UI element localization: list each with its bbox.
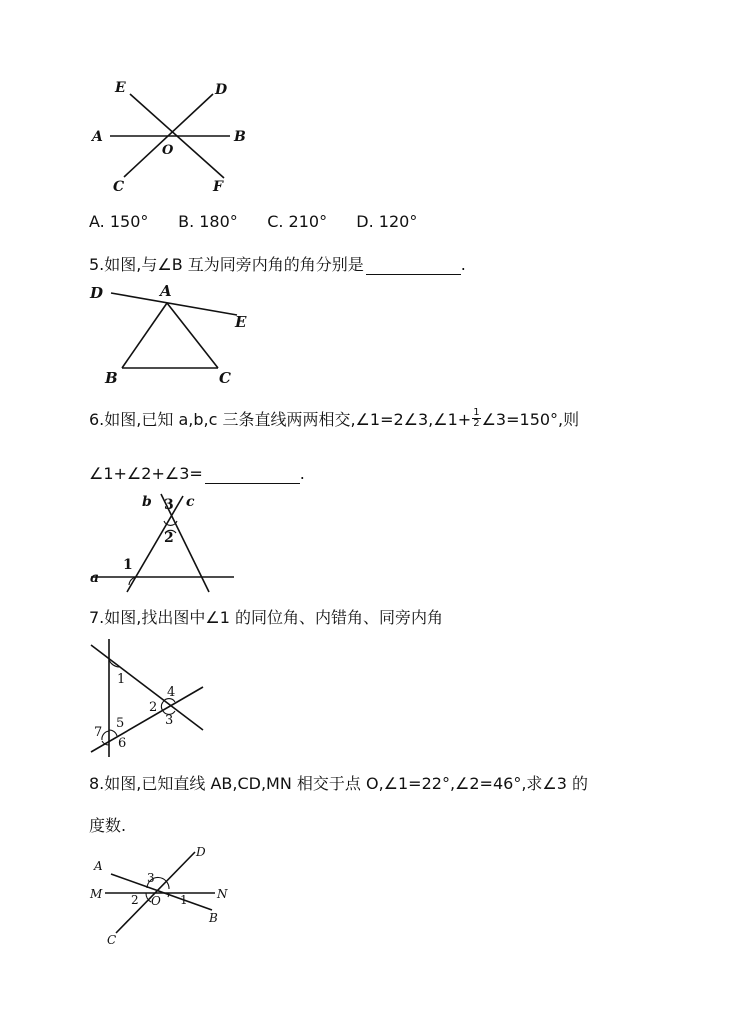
angle-1-label: 1 xyxy=(123,557,133,573)
angle-2-label: 2 xyxy=(164,530,174,546)
label-f: F xyxy=(213,179,223,195)
figure-q7 xyxy=(85,635,215,760)
option-a: A. 150° xyxy=(89,212,149,231)
label-b: B xyxy=(234,129,246,145)
figure-q5 xyxy=(85,278,265,388)
label-b: B xyxy=(105,369,118,387)
question-7 xyxy=(89,608,443,628)
frac-denominator: 2 xyxy=(473,418,480,429)
side-ab xyxy=(122,303,167,368)
label-d: D xyxy=(196,845,206,859)
q6-end: . xyxy=(299,464,305,483)
angle-6-label: 6 xyxy=(118,736,127,751)
side-ac xyxy=(167,303,218,368)
angle-1-label: 1 xyxy=(117,672,126,687)
q5-text: 5.如图,与∠B 互为同旁内角的角分别是 xyxy=(89,255,364,274)
label-m: M xyxy=(90,887,103,901)
figure-q8 xyxy=(85,840,245,950)
label-c: C xyxy=(113,179,125,195)
label-o: O xyxy=(151,894,161,908)
option-d: D. 120° xyxy=(356,212,418,231)
angle-1-label: 1 xyxy=(180,893,188,907)
angle-2-label: 2 xyxy=(149,700,158,715)
label-a: a xyxy=(90,570,100,586)
fraction-half xyxy=(472,408,480,429)
label-e: E xyxy=(235,313,247,331)
angle-7-arc xyxy=(102,731,109,740)
q5-end: . xyxy=(460,255,466,274)
label-e: E xyxy=(115,80,126,96)
angle-3-label: 3 xyxy=(147,871,155,885)
q6-text-b: ∠3=150°,则 xyxy=(481,410,580,429)
angle-7-label: 7 xyxy=(94,725,103,740)
label-o: O xyxy=(162,143,174,158)
label-a: A xyxy=(160,282,172,300)
transversal-up xyxy=(91,687,203,752)
angle-5-label: 5 xyxy=(116,716,125,731)
frac-numerator: 1 xyxy=(473,407,480,418)
answer-blank xyxy=(205,465,300,484)
angle-2-label: 2 xyxy=(131,893,139,907)
transversal-down xyxy=(91,645,203,730)
label-d: D xyxy=(90,284,104,302)
question-5 xyxy=(89,255,466,275)
angle-4-label: 4 xyxy=(167,685,176,700)
question-8-line2 xyxy=(89,816,126,836)
label-a: A xyxy=(92,129,103,145)
label-c: C xyxy=(107,933,117,947)
angle-3-label: 3 xyxy=(165,713,174,728)
question-6-line1 xyxy=(89,407,580,431)
question-8-line1 xyxy=(89,774,588,794)
q4-options xyxy=(89,212,417,232)
label-a: A xyxy=(94,859,103,873)
option-b: B. 180° xyxy=(178,212,238,231)
question-6-line2 xyxy=(89,464,305,484)
q7-text: 7.如图,找出图中∠1 的同位角、内错角、同旁内角 xyxy=(89,608,443,627)
figure-q4 xyxy=(80,70,270,200)
q8-text: 8.如图,已知直线 AB,CD,MN 相交于点 O,∠1=22°,∠2=46°,求∠3 的 xyxy=(89,774,589,793)
q8-line2: 度数. xyxy=(89,816,127,835)
figure-q6 xyxy=(85,488,245,598)
label-b: b xyxy=(142,494,152,510)
label-n: N xyxy=(217,887,228,901)
label-b: B xyxy=(209,911,218,925)
option-c: C. 210° xyxy=(267,212,328,231)
q6-text-a: 6.如图,已知 a,b,c 三条直线两两相交,∠1=2∠3,∠1+ xyxy=(89,410,472,429)
angle-3-label: 3 xyxy=(164,497,174,513)
line-ab xyxy=(111,874,212,910)
label-d: D xyxy=(215,82,228,98)
q6-line2: ∠1+∠2+∠3= xyxy=(89,464,203,483)
label-c: C xyxy=(219,369,231,387)
answer-blank xyxy=(366,256,461,275)
angle-1-arc xyxy=(129,577,140,585)
label-c: c xyxy=(186,494,195,510)
